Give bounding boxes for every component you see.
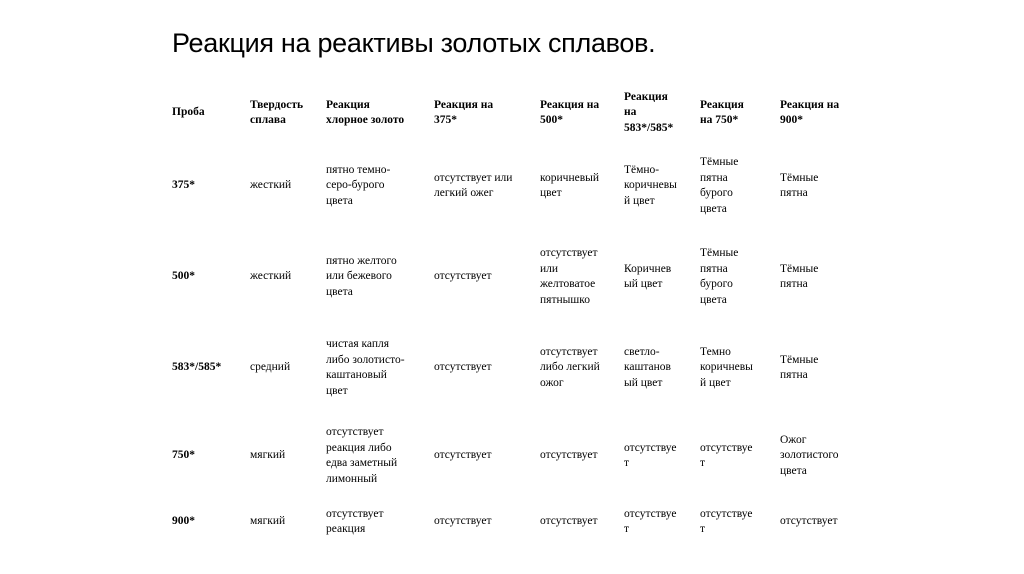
table-row (166, 496, 856, 548)
reaction-500-cell: отсутствует или желтоватое пятнышко (540, 247, 598, 306)
gold-chloride-cell: отсутствует реакция либо едва заметный лимонный (326, 426, 398, 485)
column-header-reaction-500: Реакция на 500* (540, 98, 600, 126)
reaction-583-585-cell: Тёмно- коричневы й цвет (624, 163, 677, 207)
reaction-750-cell: Темно коричневы й цвет (700, 345, 753, 389)
slide-title: Реакция на реактивы золотых сплавов. (172, 28, 656, 58)
reaction-583-585-cell: Коричнев ый цвет (624, 262, 672, 290)
gold-chloride-cell: пятно темно- серо-бурого цвета (326, 163, 391, 207)
reaction-900-cell: Тёмные пятна (780, 262, 819, 290)
reagent-reaction-table (166, 88, 856, 548)
hardness-cell: жесткий (250, 270, 292, 283)
reaction-375-cell: отсутствует или легкий ожег (434, 171, 513, 199)
gold-chloride-cell: чистая капля либо золотисто- каштановый цвет (326, 338, 405, 397)
column-header-gold-chloride: Реакция хлорное золото (326, 98, 405, 126)
reaction-900-cell: отсутствует (780, 515, 838, 528)
table-row (166, 234, 856, 320)
row-proba-cell: 500* (172, 270, 195, 283)
reaction-750-cell: Тёмные пятна бурого цвета (700, 156, 739, 215)
reaction-900-cell: Тёмные пятна (780, 171, 819, 199)
column-header-proba: Проба (172, 106, 205, 119)
reaction-375-cell: отсутствует (434, 515, 492, 528)
row-proba-cell: 375* (172, 179, 195, 192)
reaction-375-cell: отсутствует (434, 449, 492, 462)
reaction-900-cell: Ожог золотистого цвета (780, 433, 839, 477)
column-header-hardness: Твердость сплава (250, 98, 304, 126)
reaction-900-cell: Тёмные пятна (780, 353, 819, 381)
table-row (166, 138, 856, 234)
hardness-cell: мягкий (250, 449, 286, 462)
column-header-reaction-750: Реакция на 750* (700, 98, 744, 126)
hardness-cell: мягкий (250, 515, 286, 528)
table-row (166, 416, 856, 496)
reaction-500-cell: отсутствует либо легкий ожог (540, 345, 600, 389)
reaction-750-cell: Тёмные пятна бурого цвета (700, 247, 739, 306)
reaction-375-cell: отсутствует (434, 270, 492, 283)
row-proba-cell: 750* (172, 449, 195, 462)
reaction-583-585-cell: отсутствуе т (624, 441, 677, 469)
hardness-cell: средний (250, 361, 291, 374)
table-header-row (166, 88, 856, 138)
reaction-375-cell: отсутствует (434, 361, 492, 374)
reaction-583-585-cell: отсутствуе т (624, 507, 677, 535)
row-proba-cell: 583*/585* (172, 361, 222, 374)
reaction-500-cell: коричневый цвет (540, 171, 600, 199)
reaction-500-cell: отсутствует (540, 515, 598, 528)
column-header-reaction-583-585: Реакция на 583*/585* (624, 90, 674, 134)
table-row (166, 320, 856, 416)
gold-chloride-cell: пятно желтого или бежевого цвета (326, 254, 397, 298)
row-proba-cell: 900* (172, 515, 195, 528)
column-header-reaction-900: Реакция на 900* (780, 98, 840, 126)
reaction-583-585-cell: светло- каштанов ый цвет (624, 345, 671, 389)
gold-chloride-cell: отсутствует реакция (326, 507, 384, 535)
reaction-750-cell: отсутствуе т (700, 441, 753, 469)
reaction-750-cell: отсутствуе т (700, 507, 753, 535)
column-header-reaction-375: Реакция на 375* (434, 98, 494, 126)
reaction-500-cell: отсутствует (540, 449, 598, 462)
hardness-cell: жесткий (250, 179, 292, 192)
